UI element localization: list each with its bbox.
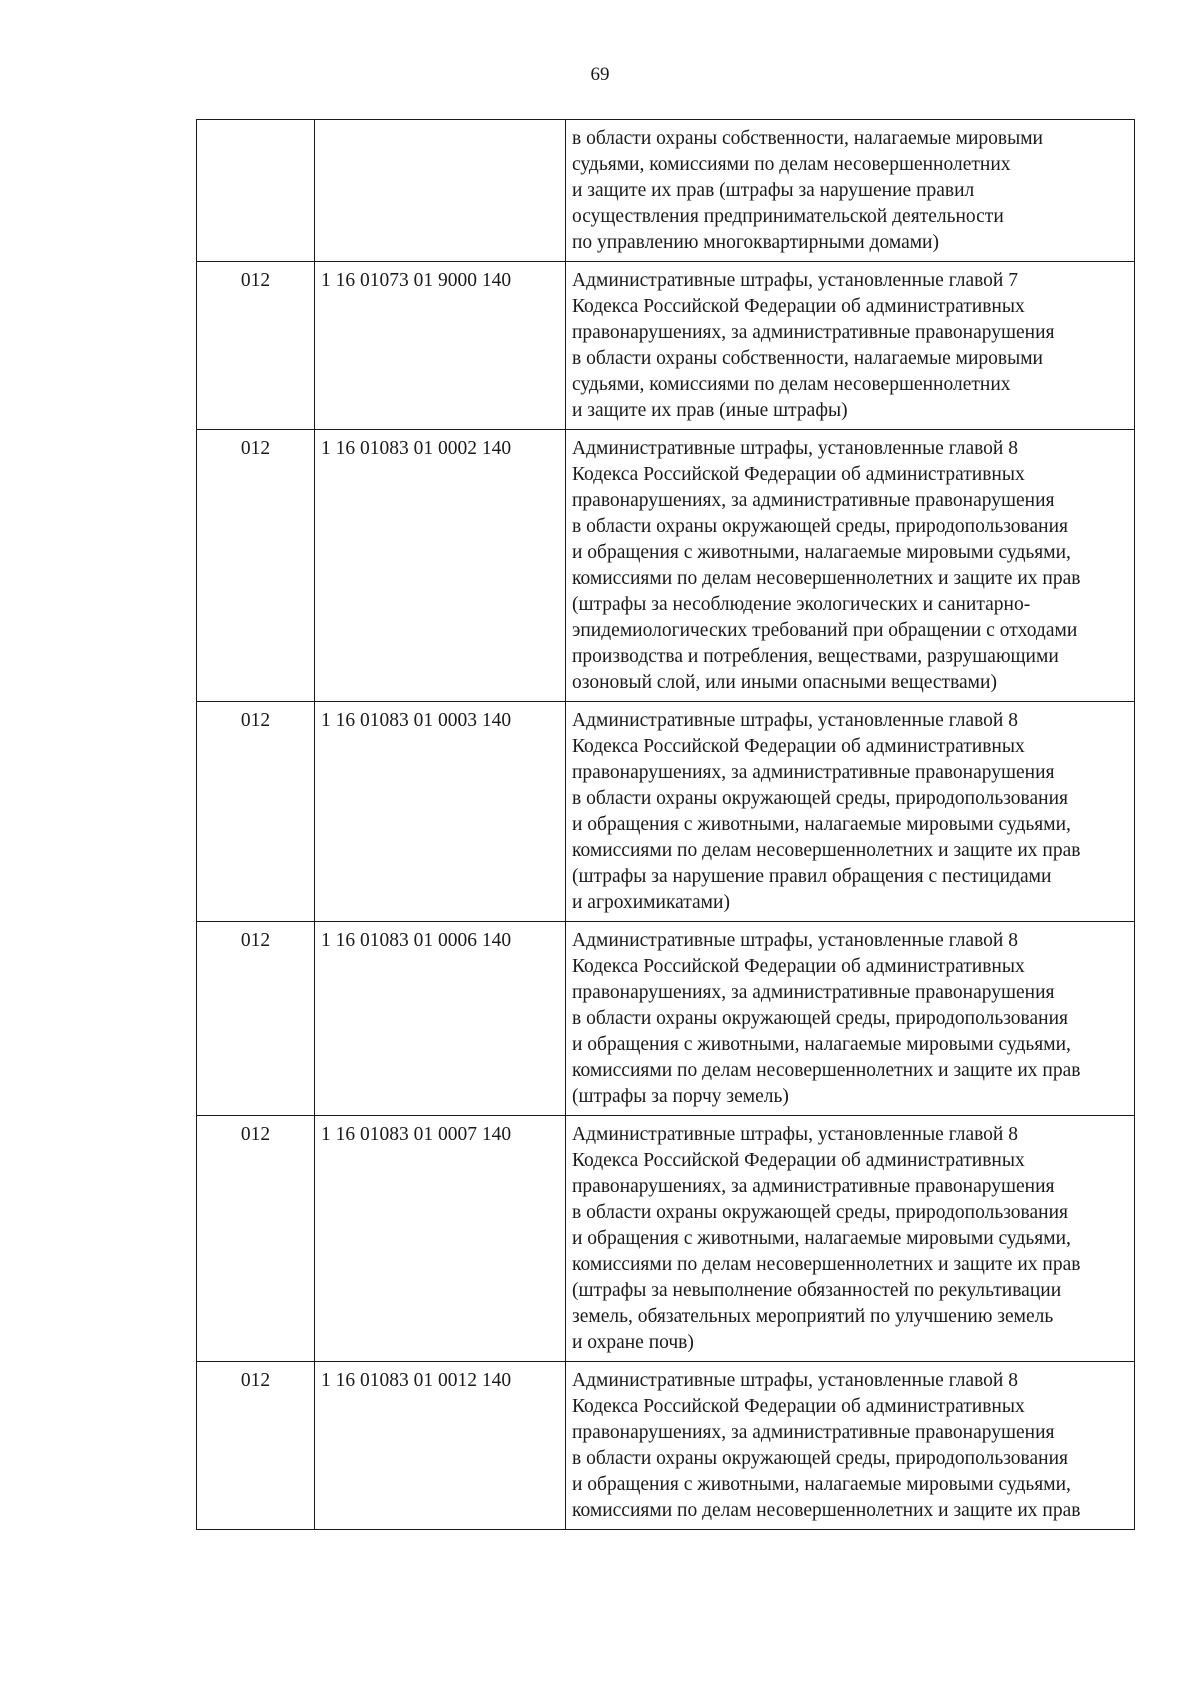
description-line: правонарушениях, за административные правонарушения	[572, 1176, 1055, 1197]
description-line: осуществления предпринимательской деятельности	[572, 206, 1004, 227]
description-line: в области охраны окружающей среды, природопользования	[572, 1008, 1069, 1029]
description-line: и охране почв)	[572, 1332, 694, 1353]
admin-code-cell: 012	[197, 702, 315, 922]
description-line: судьями, комиссиями по делам несовершеннолетних	[572, 374, 1011, 395]
description-cell	[566, 430, 1135, 702]
description-line: комиссиями по делам несовершеннолетних и защите их прав	[572, 1254, 1081, 1275]
description-line: земель, обязательных мероприятий по улучшению земель	[572, 1306, 1054, 1327]
description-line: Кодекса Российской Федерации об административных	[572, 464, 1025, 485]
description-line: правонарушениях, за административные правонарушения	[572, 322, 1055, 343]
budget-code-cell: 1 16 01073 01 9000 140	[315, 262, 566, 430]
description-line: и обращения с животными, налагаемые мировыми судьями,	[572, 1228, 1071, 1249]
description-line: Административные штрафы, установленные главой 8	[572, 1370, 1018, 1391]
description-line: (штрафы за порчу земель)	[572, 1086, 789, 1107]
description-line: и обращения с животными, налагаемые мировыми судьями,	[572, 542, 1071, 563]
description-line: Административные штрафы, установленные главой 8	[572, 930, 1018, 951]
description-line: озоновый слой, или иными опасными веществами)	[572, 672, 997, 693]
budget-codes-table	[196, 119, 1135, 1530]
description-line: Кодекса Российской Федерации об административных	[572, 296, 1025, 317]
table-row	[197, 1362, 1135, 1530]
description-line: и агрохимикатами)	[572, 892, 730, 913]
budget-code-cell: 1 16 01083 01 0006 140	[315, 922, 566, 1116]
description-cell	[566, 1116, 1135, 1362]
admin-code-cell	[197, 120, 315, 262]
description-line: правонарушениях, за административные правонарушения	[572, 1422, 1055, 1443]
admin-code-cell: 012	[197, 1362, 315, 1530]
description-line: по управлению многоквартирными домами)	[572, 232, 939, 253]
table-row	[197, 922, 1135, 1116]
description-line: правонарушениях, за административные правонарушения	[572, 982, 1055, 1003]
admin-code-cell: 012	[197, 430, 315, 702]
table-row	[197, 1116, 1135, 1362]
table-body	[197, 120, 1135, 1530]
description-line: Кодекса Российской Федерации об административных	[572, 736, 1025, 757]
description-line: Административные штрафы, установленные главой 8	[572, 710, 1018, 731]
description-line: производства и потребления, веществами, разрушающими	[572, 646, 1059, 667]
admin-code-cell: 012	[197, 1116, 315, 1362]
description-line: (штрафы за нарушение правил обращения с пестицидами	[572, 866, 1052, 887]
description-cell	[566, 120, 1135, 262]
table-row	[197, 120, 1135, 262]
description-line: Кодекса Российской Федерации об административных	[572, 1396, 1025, 1417]
description-line: Административные штрафы, установленные главой 8	[572, 1124, 1018, 1145]
description-line: Административные штрафы, установленные главой 8	[572, 438, 1018, 459]
description-line: в области охраны собственности, налагаемые мировыми	[572, 348, 1043, 369]
description-line: и обращения с животными, налагаемые мировыми судьями,	[572, 814, 1071, 835]
description-line: в области охраны собственности, налагаемые мировыми	[572, 128, 1043, 149]
table-row	[197, 430, 1135, 702]
page-number: 69	[590, 64, 610, 85]
description-line: Кодекса Российской Федерации об административных	[572, 1150, 1025, 1171]
description-line: правонарушениях, за административные правонарушения	[572, 762, 1055, 783]
description-cell	[566, 1362, 1135, 1530]
description-line: комиссиями по делам несовершеннолетних и защите их прав	[572, 1060, 1081, 1081]
description-line: (штрафы за несоблюдение экологических и санитарно-	[572, 594, 1031, 615]
admin-code-cell: 012	[197, 262, 315, 430]
description-line: в области охраны окружающей среды, природопользования	[572, 1202, 1069, 1223]
description-line: и защите их прав (штрафы за нарушение правил	[572, 180, 975, 201]
description-line: комиссиями по делам несовершеннолетних и защите их прав	[572, 840, 1081, 861]
description-line: Кодекса Российской Федерации об административных	[572, 956, 1025, 977]
description-line: правонарушениях, за административные правонарушения	[572, 490, 1055, 511]
description-line: комиссиями по делам несовершеннолетних и защите их прав	[572, 568, 1081, 589]
description-line: в области охраны окружающей среды, природопользования	[572, 788, 1069, 809]
budget-code-cell: 1 16 01083 01 0007 140	[315, 1116, 566, 1362]
description-line: комиссиями по делам несовершеннолетних и защите их прав	[572, 1500, 1081, 1521]
description-line: (штрафы за невыполнение обязанностей по рекультивации	[572, 1280, 1062, 1301]
description-line: в области охраны окружающей среды, природопользования	[572, 516, 1069, 537]
budget-code-cell: 1 16 01083 01 0003 140	[315, 702, 566, 922]
table-row	[197, 702, 1135, 922]
description-cell	[566, 262, 1135, 430]
description-cell	[566, 922, 1135, 1116]
description-line: судьями, комиссиями по делам несовершеннолетних	[572, 154, 1011, 175]
budget-code-cell: 1 16 01083 01 0012 140	[315, 1362, 566, 1530]
description-line: в области охраны окружающей среды, природопользования	[572, 1448, 1069, 1469]
table-row	[197, 262, 1135, 430]
budget-code-cell	[315, 120, 566, 262]
description-cell	[566, 702, 1135, 922]
description-line: эпидемиологических требований при обращении с отходами	[572, 620, 1078, 641]
budget-code-cell: 1 16 01083 01 0002 140	[315, 430, 566, 702]
description-line: и обращения с животными, налагаемые мировыми судьями,	[572, 1034, 1071, 1055]
description-line: и обращения с животными, налагаемые мировыми судьями,	[572, 1474, 1071, 1495]
description-line: и защите их прав (иные штрафы)	[572, 400, 848, 421]
admin-code-cell: 012	[197, 922, 315, 1116]
description-line: Административные штрафы, установленные главой 7	[572, 270, 1018, 291]
